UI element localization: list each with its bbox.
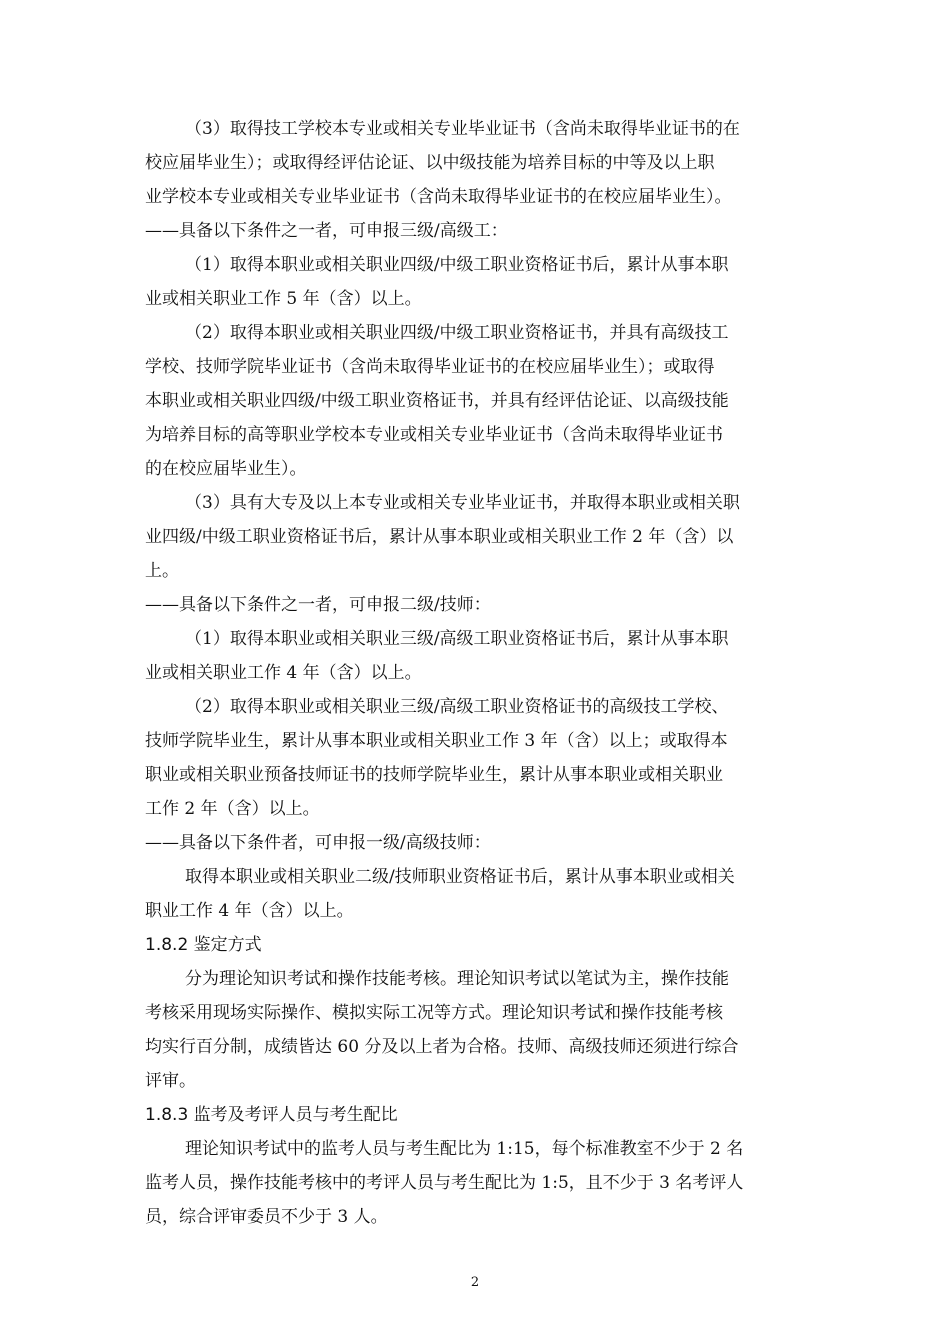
paragraph-line: 员，综合评审委员不少于 3 人。 [145, 1207, 388, 1227]
paragraph-line: 业学校本专业或相关专业毕业证书（含尚未取得毕业证书的在校应届毕业生）。 [145, 187, 732, 207]
paragraph-line: 本职业或相关职业四级/中级工职业资格证书，并具有经评估论证、以高级技能 [145, 391, 729, 411]
paragraph-line: 均实行百分制，成绩皆达 60 分及以上者为合格。技师、高级技师还须进行综合 [145, 1037, 739, 1057]
paragraph-line: 学校、技师学院毕业证书（含尚未取得毕业证书的在校应届毕业生）；或取得 [145, 357, 715, 377]
page-number: 2 [470, 1275, 480, 1290]
paragraph-line: （3）具有大专及以上本专业或相关专业毕业证书，并取得本职业或相关职 [185, 493, 740, 513]
paragraph-line: 职业工作 4 年（含）以上。 [145, 901, 354, 921]
paragraph-line: 理论知识考试中的监考人员与考生配比为 1:15，每个标准教室不少于 2 名 [185, 1139, 744, 1159]
condition-heading: ——具备以下条件之一者，可申报三级/高级工： [145, 221, 508, 241]
paragraph-line: 为培养目标的高等职业学校本专业或相关专业毕业证书（含尚未取得毕业证书 [145, 425, 723, 445]
paragraph-line: 取得本职业或相关职业二级/技师职业资格证书后，累计从事本职业或相关 [185, 867, 735, 887]
paragraph-line: 上。 [145, 561, 179, 581]
paragraph-line: 业或相关职业工作 4 年（含）以上。 [145, 663, 422, 683]
condition-heading: ——具备以下条件之一者，可申报二级/技师： [145, 595, 491, 615]
paragraph-line: 校应届毕业生）；或取得经评估论证、以中级技能为培养目标的中等及以上职 [145, 153, 715, 173]
paragraph-line: （2）取得本职业或相关职业三级/高级工职业资格证书的高级技工学校、 [185, 697, 729, 717]
paragraph-line: 业或相关职业工作 5 年（含）以上。 [145, 289, 422, 309]
paragraph-line: （3）取得技工学校本专业或相关专业毕业证书（含尚未取得毕业证书的在 [185, 119, 740, 139]
condition-heading: ——具备以下条件者，可申报一级/高级技师： [145, 833, 491, 853]
paragraph-line: 技师学院毕业生，累计从事本职业或相关职业工作 3 年（含）以上；或取得本 [145, 731, 728, 751]
paragraph-line: （2）取得本职业或相关职业四级/中级工职业资格证书，并具有高级技工 [185, 323, 729, 343]
paragraph-line: 分为理论知识考试和操作技能考核。理论知识考试以笔试为主，操作技能 [185, 969, 729, 989]
paragraph-line: 监考人员，操作技能考核中的考评人员与考生配比为 1:5，且不少于 3 名考评人 [145, 1173, 744, 1193]
section-heading: 1.8.2 鉴定方式 [145, 935, 262, 955]
paragraph-line: 职业或相关职业预备技师证书的技师学院毕业生，累计从事本职业或相关职业 [145, 765, 723, 785]
paragraph-line: 的在校应届毕业生）。 [145, 459, 307, 479]
paragraph-line: （1）取得本职业或相关职业四级/中级工职业资格证书后，累计从事本职 [185, 255, 729, 275]
paragraph-line: 业四级/中级工职业资格证书后，累计从事本职业或相关职业工作 2 年（含）以 [145, 527, 734, 547]
paragraph-line: 考核采用现场实际操作、模拟实际工况等方式。理论知识考试和操作技能考核 [145, 1003, 723, 1023]
paragraph-line: （1）取得本职业或相关职业三级/高级工职业资格证书后，累计从事本职 [185, 629, 729, 649]
paragraph-line: 评审。 [145, 1071, 196, 1091]
section-heading: 1.8.3 监考及考评人员与考生配比 [145, 1105, 398, 1125]
paragraph-line: 工作 2 年（含）以上。 [145, 799, 320, 819]
